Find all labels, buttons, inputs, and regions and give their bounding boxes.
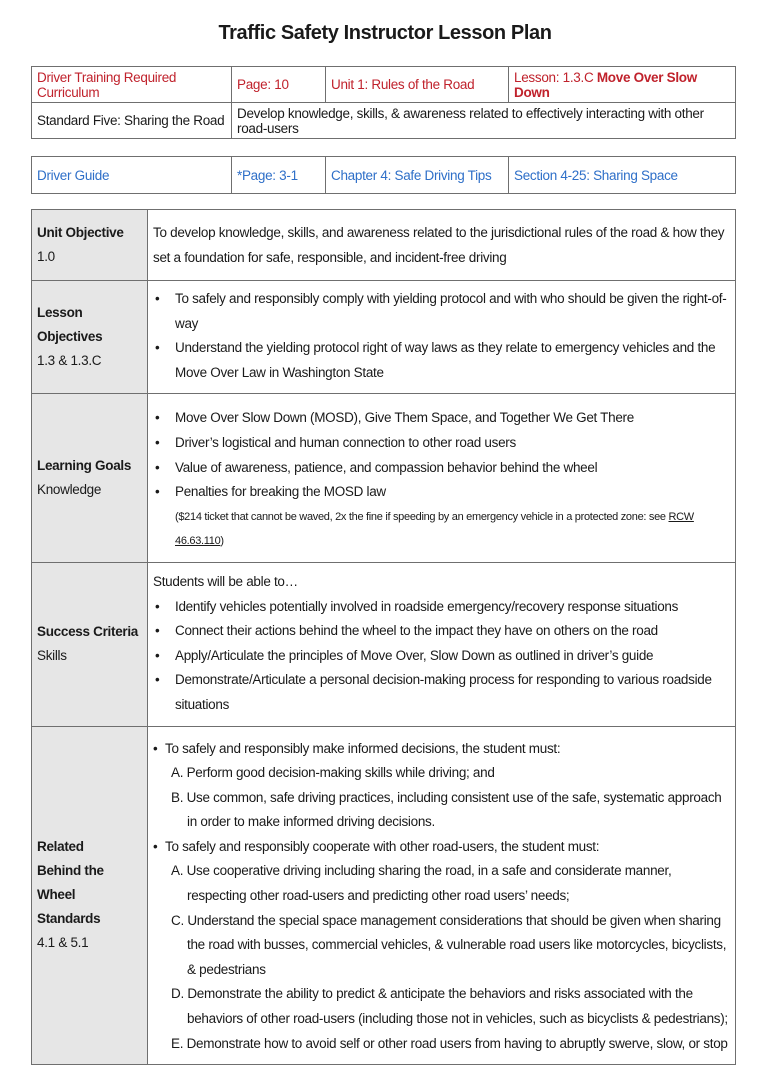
- list-item: • Move Over Slow Down (MOSD), Give Them Space, and Together We Get There: [153, 406, 729, 431]
- page-title: Traffic Safety Instructor Lesson Plan: [218, 22, 552, 44]
- chapter-cell: Chapter 4: Safe Driving Tips: [326, 157, 509, 194]
- unit-objective-number: 1.0: [37, 249, 55, 264]
- list-item: • To safely and responsibly comply with yielding protocol and with who should be given the right-of-way: [153, 287, 729, 336]
- curriculum-cell: Driver Training Required Curriculum: [32, 67, 232, 103]
- guide-page-cell: *Page: 3-1: [232, 157, 326, 194]
- unit-objective-label: [32, 210, 148, 281]
- standards-number: 4.1 & 5.1: [37, 935, 89, 951]
- standards-title-3: Standards: [37, 911, 101, 927]
- section-cell: Section 4-25: Sharing Space: [509, 157, 736, 194]
- lesson-objectives-content: [148, 281, 736, 394]
- learning-goals-title: Learning Goals: [37, 458, 132, 474]
- list-item: • Value of awareness, patience, and compassion behavior behind the wheel: [153, 456, 729, 481]
- learning-goals-label: [32, 394, 148, 563]
- list-item: • Penalties for breaking the MOSD law: [153, 480, 729, 505]
- list-item: E. Demonstrate how to avoid self or other road users from having to abruptly swerve, slow, or stop: [171, 1035, 728, 1051]
- standards-group-2: • To safely and responsibly cooperate with other road-users, the student must:: [153, 835, 729, 860]
- success-intro: Students will be able to…: [153, 573, 298, 589]
- lesson-plan-table: [31, 209, 736, 1065]
- success-criteria-title: Success Criteria: [37, 624, 139, 640]
- list-item: C. Understand the special space management considerations that should be given when sharing the road with busses, commercial vehicles, & vulnerable road users like motorcycles, bicyclists, & pedestrians: [171, 912, 727, 977]
- page-cell: Page: 10: [232, 67, 326, 103]
- success-criteria-label: [32, 562, 148, 726]
- list-item: A. Perform good decision-making skills while driving; and: [171, 765, 495, 781]
- list-item: B. Use common, safe driving practices, including consistent use of the safe, systematic approach in order to make informed driving decisions.: [171, 789, 722, 830]
- note-suffix: ): [220, 535, 224, 548]
- lesson-objectives-number: 1.3 & 1.3.C: [37, 353, 102, 369]
- guide-cell: Driver Guide: [32, 157, 232, 194]
- standards-group-1: • To safely and responsibly make informed decisions, the student must:: [153, 737, 729, 762]
- list-item: • Demonstrate/Articulate a personal decision-making process for responding to various roadside situations: [153, 668, 729, 717]
- list-item: • Apply/Articulate the principles of Move Over, Slow Down as outlined in driver’s guide: [153, 644, 729, 669]
- driver-guide-table: [31, 156, 736, 194]
- lesson-objectives-label: [32, 281, 148, 394]
- penalty-note: [153, 505, 729, 554]
- success-criteria-sub: Skills: [37, 648, 67, 664]
- unit-cell: Unit 1: Rules of the Road: [326, 67, 509, 103]
- success-criteria-content: [148, 562, 736, 726]
- lesson-prefix: Lesson: 1.3.C: [514, 69, 597, 85]
- lesson-name: Move Over Slow Down: [514, 69, 697, 100]
- list-item: • Identify vehicles potentially involved in roadside emergency/recovery response situations: [153, 595, 729, 620]
- list-item: • Connect their actions behind the wheel to the impact they have on others on the road: [153, 619, 729, 644]
- standards-title-1: Related: [37, 839, 84, 855]
- learning-goals-sub: Knowledge: [37, 482, 102, 498]
- curriculum-header-table: [31, 66, 736, 139]
- list-item: • Understand the yielding protocol right of way laws as they relate to emergency vehicles and the Move Over Law in Washington State: [153, 336, 729, 385]
- unit-objective-text: To develop knowledge, skills, and awareness related to the jurisdictional rules of the road & how they set a foundation for safe, responsible, and incident-free driving: [148, 210, 736, 281]
- standards-label: [32, 726, 148, 1065]
- learning-goals-content: [148, 394, 736, 563]
- lesson-objectives-title: Lesson Objectives: [37, 305, 103, 345]
- list-item: • Driver’s logistical and human connection to other road users: [153, 431, 729, 456]
- standards-title-2: Behind the Wheel: [37, 863, 104, 903]
- lesson-cell: [509, 67, 736, 103]
- standard-cell: Standard Five: Sharing the Road: [32, 103, 232, 139]
- rcw-link[interactable]: RCW 46.63.110: [175, 510, 694, 548]
- unit-objective-title: Unit Objective: [37, 225, 124, 240]
- standard-desc-cell: Develop knowledge, skills, & awareness related to effectively interacting with other road-users: [232, 103, 736, 139]
- standards-content: [148, 726, 736, 1065]
- list-item: A. Use cooperative driving including sharing the road, in a safe and considerate manner, respecting other road-users and predicting other road users’ needs;: [171, 863, 672, 904]
- list-item: D. Demonstrate the ability to predict & anticipate the behaviors and risks associated with the behaviors of other road-users (including those not in vehicles, such as bicyclists & pedestrians);: [171, 986, 728, 1027]
- note-prefix: ($214 ticket that cannot be waved, 2x the fine if speeding by an emergency vehicle in a protected zone: see: [175, 510, 669, 523]
